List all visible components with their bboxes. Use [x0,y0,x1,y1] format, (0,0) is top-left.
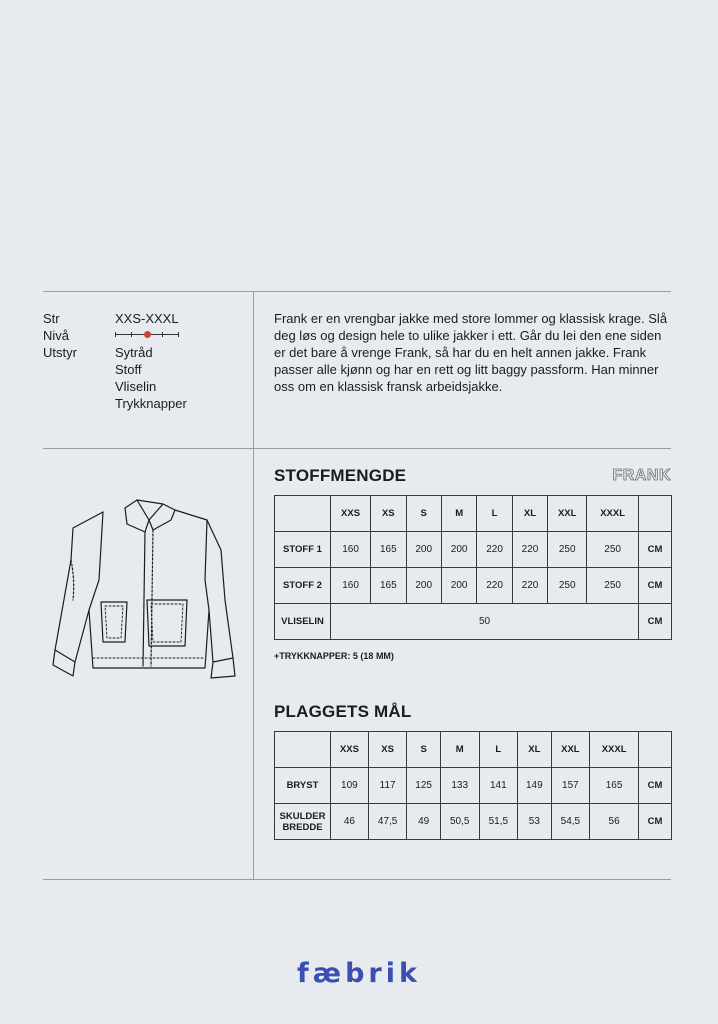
size-header: XS [371,496,406,532]
equipment-item: Trykknapper [115,396,187,411]
size-label: Str [43,311,60,326]
table-row [275,568,672,604]
table-cell: 54,5 [551,804,590,840]
table-cell: 220 [512,532,547,568]
table-cell: 160 [331,532,371,568]
table-header-row [275,732,672,768]
table-cell: 133 [440,768,479,804]
size-header: S [407,732,440,768]
jacket-flat-sketch-icon [45,490,240,685]
table-cell: 250 [587,532,639,568]
size-header: XXL [551,732,590,768]
table-cell: 165 [590,768,639,804]
table-cell: 220 [477,568,512,604]
fabric-section-title: STOFFMENGDE [274,466,407,485]
unit-cell: CM [639,768,672,804]
size-header: XXS [331,496,371,532]
row-label: STOFF 2 [275,568,331,604]
table-cell: 250 [587,568,639,604]
size-header: XL [518,732,551,768]
top-divider [43,291,671,292]
middle-divider [43,448,671,449]
row-label: SKULDER BREDDE [275,804,331,840]
level-label: Nivå [43,328,70,343]
table-cell: 51,5 [479,804,518,840]
table-cell: 157 [551,768,590,804]
table-cell: 117 [368,768,407,804]
table-cell: 56 [590,804,639,840]
table-cell: 250 [548,568,587,604]
size-header: XS [368,732,407,768]
size-header: XXL [548,496,587,532]
table-row [275,604,672,640]
snap-buttons-note: +TRYKKNAPPER: 5 (18 MM) [274,651,394,661]
table-cell: 160 [331,568,371,604]
table-cell: 200 [441,568,476,604]
row-label: VLISELIN [275,604,331,640]
table-cell: 141 [479,768,518,804]
table-row [275,768,672,804]
garment-measurements-table [274,731,672,840]
table-cell: 165 [371,568,406,604]
size-header: M [441,496,476,532]
table-cell: 50,5 [440,804,479,840]
row-label: BRYST [275,768,331,804]
unit-cell: CM [639,532,672,568]
equipment-item: Stoff [115,362,142,377]
table-cell: 53 [518,804,551,840]
empty-unit-cell [639,732,672,768]
brand-logo: fæbrik [297,958,421,989]
table-cell: 200 [441,532,476,568]
level-indicator-dot [144,331,151,338]
row-label: STOFF 1 [275,532,331,568]
size-header: M [440,732,479,768]
size-header: XXS [331,732,369,768]
level-tick [178,332,179,337]
table-cell: 46 [331,804,369,840]
table-cell: 47,5 [368,804,407,840]
table-row [275,532,672,568]
table-cell: 220 [512,568,547,604]
size-header: XL [512,496,547,532]
equipment-label: Utstyr [43,345,77,360]
level-tick [115,332,116,337]
pattern-description: Frank er en vrengbar jakke med store lommer og klassisk krage. Slå deg løs og design hele to ulike jakker i ett. Går du lei den ene siden er det bare å vrenge Frank, så har du en helt annen jakke. Frank passer alle kjønn og har en rett og litt baggy passform. Han minner oss om en klassisk fransk arbeidsjakke. [274,311,668,394]
empty-corner-cell [275,496,331,532]
size-header: XXXL [590,732,639,768]
bottom-divider [43,879,671,880]
equipment-item: Vliselin [115,379,157,394]
size-value: XXS-XXXL [115,311,179,326]
measurements-section-title: PLAGGETS MÅL [274,702,412,721]
level-tick [162,332,163,337]
level-tick [131,332,132,337]
table-cell: 165 [371,532,406,568]
table-header-row [275,496,672,532]
table-cell: 50 [331,604,639,640]
fabric-amount-table [274,495,672,640]
table-cell: 149 [518,768,551,804]
table-row [275,804,672,840]
table-cell: 200 [406,568,441,604]
unit-cell: CM [639,568,672,604]
table-cell: 200 [406,532,441,568]
table-cell: 220 [477,532,512,568]
difficulty-level-scale [115,332,179,338]
table-cell: 250 [548,532,587,568]
unit-cell: CM [639,604,672,640]
size-header: L [479,732,518,768]
table-cell: 125 [407,768,440,804]
table-cell: 49 [407,804,440,840]
size-header: S [406,496,441,532]
size-header: L [477,496,512,532]
unit-cell: CM [639,804,672,840]
pattern-name-watermark: FRANK [612,467,671,484]
size-header: XXXL [587,496,639,532]
table-cell: 109 [331,768,369,804]
empty-corner-cell [275,732,331,768]
equipment-item: Sytråd [115,345,153,360]
empty-unit-cell [639,496,672,532]
